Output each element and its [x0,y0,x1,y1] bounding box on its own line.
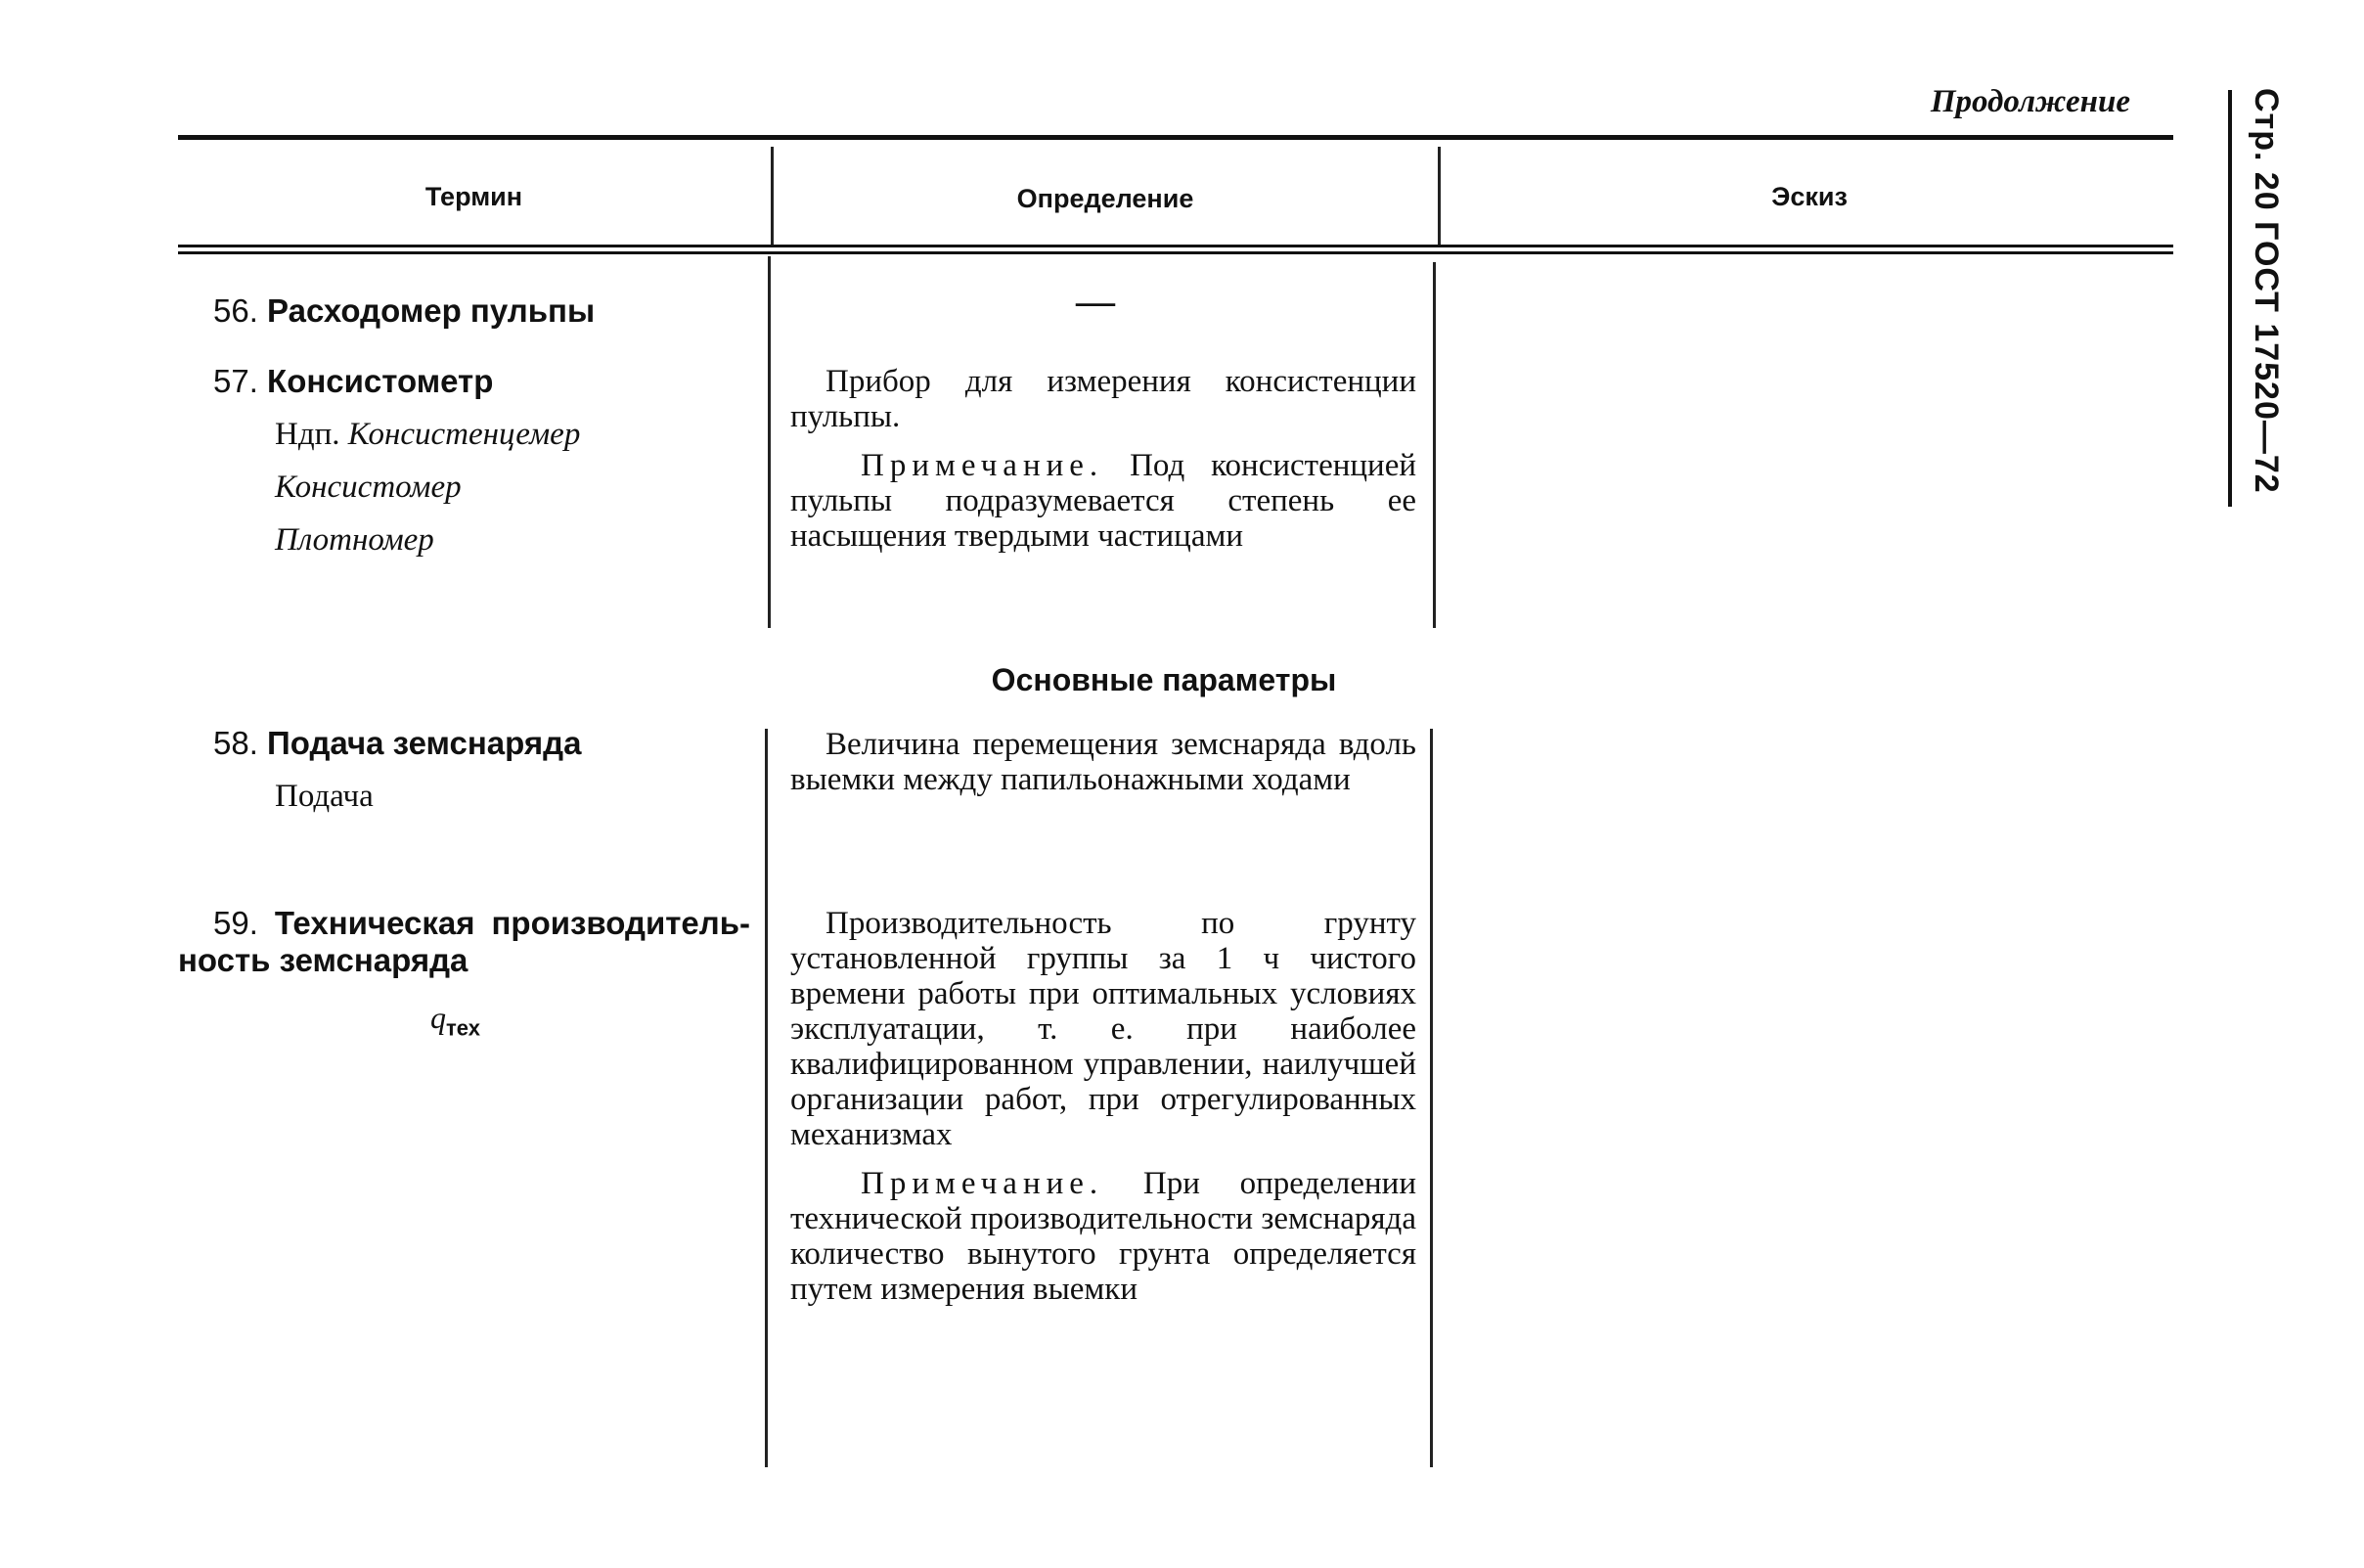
page-reference [2250,88,2285,499]
entry-57-synonym-2: Консистомер [275,470,462,505]
entry-57-note-label: Примечание. [861,448,1104,483]
body-divider-right-1 [1433,262,1436,628]
entry-57-definition-text: Прибор для измерения консистенции пульпы. [790,364,1416,434]
body-divider-left-2 [765,729,768,1467]
body-divider-right-2 [1430,729,1433,1467]
body-divider-left-1 [768,256,771,628]
entry-58-number: 58. [213,725,258,761]
entry-56-term: Расходомер пульпы [267,292,596,329]
entry-58 [213,725,761,762]
entry-57-note [790,448,1416,554]
header-rule-b [178,251,2173,254]
entry-56 [213,292,761,330]
entry-58-term: Подача земснаряда [267,725,582,761]
entry-57-definition [790,364,1416,554]
section-title: Основные параметры [991,662,1337,697]
entry-56-definition: — [1076,279,1115,323]
entry-57-note-text: Под консистенцией пульпы подразумевается степень ее насыщения твердыми частицами [790,448,1417,554]
entry-57-number: 57. [213,363,258,399]
entry-57-synonym-1 [275,416,764,453]
page-reference-text: Стр. 20 ГОСТ 17520—72 [2248,88,2285,494]
entry-59-symbol-main: q [430,1000,446,1035]
column-header-definition: Определение [1016,184,1194,213]
continuation-label: Продолжение [1930,84,2130,119]
column-header-term: Термин [424,182,523,211]
entry-57-synonym-text-1: Консистенцемер [347,417,581,452]
header-divider-2 [1438,147,1441,245]
table-top-rule [178,135,2173,140]
entry-58-synonym: Подача [275,779,374,814]
entry-59-note-text: При определении технической производительности земснаряда количество вынутого грунта определяется путем измерения выемки [790,1166,1416,1307]
side-rule [2228,90,2232,507]
entry-58-definition: Величина перемещения земснаряда вдоль выемки между папильонажными ходами [790,727,1416,797]
entry-59-note [790,1166,1416,1307]
entry-59-term: Техническая производитель-ность земснаряда [178,905,750,978]
entry-57-synonyms-prefix: Ндп. [275,417,340,452]
entry-59-symbol-sub: тех [446,1015,480,1041]
entry-57-term: Консистометр [267,363,494,399]
header-divider-1 [771,147,774,245]
entry-59-definition-text: Производительность по грунту установленной группы за 1 ч чистого времени работы при оптимальных условиях эксплуатации, т. е. при наиболее квалифицированном управлении, наилучшей организации работ, при отрегулированных механизмах [790,906,1416,1152]
entry-59-symbol [430,1000,548,1041]
entry-56-number: 56. [213,292,258,329]
column-header-sketch: Эскиз [1771,182,1848,211]
entry-59 [178,905,750,979]
entry-57-synonym-3: Плотномер [275,522,434,558]
entry-59-number: 59. [213,905,258,941]
entry-57 [213,363,761,400]
entry-59-note-label: Примечание. [861,1166,1104,1201]
header-rule-a [178,245,2173,247]
entry-59-definition [790,906,1416,1307]
